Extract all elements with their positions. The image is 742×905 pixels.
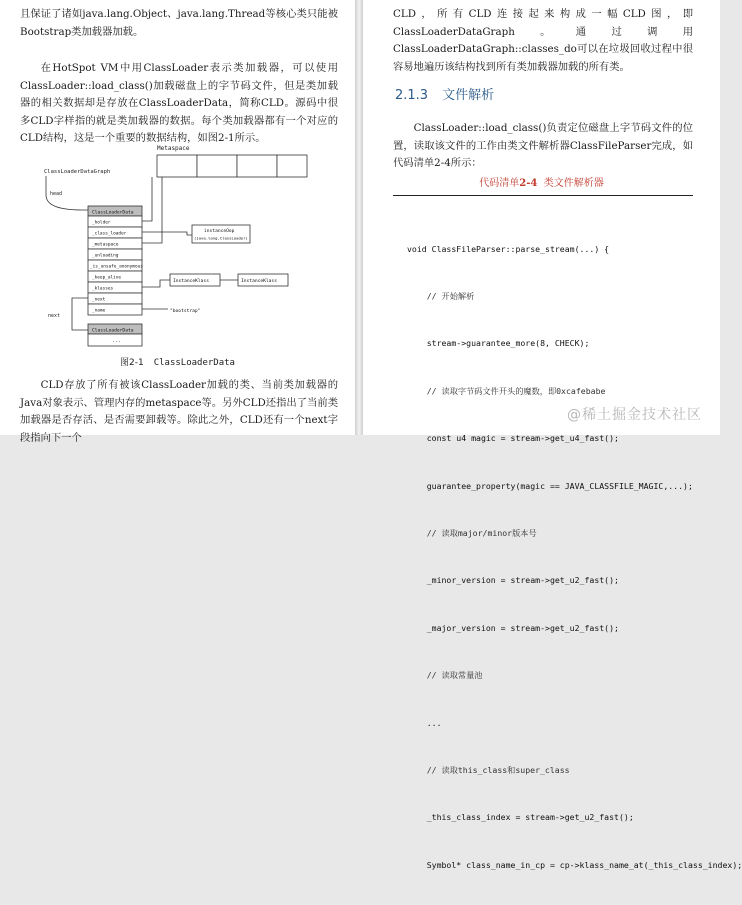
code-listing [407, 210, 742, 905]
head-label: head [50, 191, 63, 197]
code-line: // 读取major/minor版本号 [407, 527, 537, 538]
right-page [363, 0, 742, 870]
watermark: @稀土掘金技术社区 [567, 407, 702, 423]
code-line: _this_class_index = stream->get_u2_fast(); [407, 812, 634, 823]
section-heading [395, 84, 508, 103]
section-title: 文件解析 [442, 88, 495, 103]
section-number: 2.1.3 [395, 88, 429, 103]
paragraph-cld-graph: CLD，所有CLD连接起来构成一幅CLD图，即ClassLoaderDataGraph。通过调用ClassLoaderDataGraph::classes_do可以在垃圾回收过程中很容易地遍历该结构找到所有类加载器加载的所有类。 [393, 8, 693, 73]
field-name: _name [92, 308, 106, 314]
caption-number: 图2-1 [120, 358, 144, 368]
instanceklass-label-1: InstanceKlass [173, 279, 209, 284]
code-line: // 读取this_class和super_class [407, 764, 570, 775]
field-next: _next [92, 297, 106, 303]
left-page [0, 0, 355, 444]
instanceoop-label: instanceOop [204, 229, 235, 234]
figure-caption [0, 355, 355, 368]
code-line: // 读取常量池 [407, 670, 483, 681]
code-line: // 开始解析 [407, 290, 475, 301]
classloaderdata-diagram [42, 140, 312, 350]
paragraph-bottom: CLD存放了所有被该ClassLoader加载的类、当前类加载器的Java对象表示、管理内存的metaspace等。另外CLD还指出了当前类加载器是否存活、是否需要卸载等。除此之外，CLD还有一个next字段指向下一个 [20, 379, 338, 444]
instanceklass-label-2: InstanceKlass [241, 279, 277, 284]
code-line: // 读取字节码文件开头的魔数，即0xcafebabe [407, 385, 606, 396]
page-gutter [355, 0, 363, 435]
code-line: _major_version = stream->get_u2_fast(); [407, 622, 619, 633]
metaspace-label: Metaspace [157, 145, 190, 152]
field-metaspace: _metaspace [92, 242, 119, 248]
code-line: _minor_version = stream->get_u2_fast(); [407, 575, 619, 586]
code-line: stream->guarantee_more(8, CHECK); [407, 338, 590, 349]
field-keep-alive: _keep_alive [92, 275, 122, 281]
paragraph-file-parse: ClassLoader::load_class()负责定位磁盘上字节码文件的位置，读取该文件的工作由类文件解析器ClassFileParser完成，如代码清单2-4所示： [393, 122, 693, 170]
field-class-loader: _class_loader [92, 231, 127, 237]
listing-rule [393, 195, 693, 196]
caption-text: ClassLoaderData [153, 358, 235, 368]
paragraph-top: 且保证了诸如java.lang.Object、java.lang.Thread等核心类只能被Bootstrap类加载器加载。 [20, 8, 338, 38]
cld-title-2: ClassLoaderData [92, 328, 134, 334]
code-line: const u4 magic = stream->get_u4_fast(); [407, 433, 619, 444]
bootstrap-label: "bootstrap" [170, 309, 201, 314]
field-unloading: _unloading [92, 253, 119, 259]
field-is-unsafe-anonymous: _is_unsafe_anonymous [90, 264, 143, 270]
next-label: next [48, 313, 61, 319]
cld-ellipsis: ... [112, 338, 122, 344]
code-line: guarantee_property(magic == JAVA_CLASSFILE_MAGIC,...); [407, 480, 693, 491]
metaspace-blocks [157, 155, 307, 177]
field-klasses: _klasses [92, 286, 114, 292]
code-line: Symbol* class_name_in_cp = cp->klass_name_at(_this_class_index); [407, 859, 742, 870]
paragraph-hotspot: 在HotSpot VM中用ClassLoader表示类加载器，可以使用ClassLoader::load_class()加载磁盘上的字节码文件，但是类加载器的相关数据却是存放在ClassLoaderData，简称CLD。源码中很多CLD字样指的就是类加载器的数据。每个类加载器都有一个对应的CLD结构，这是一个重要的数据结构，如图2-1所示。 [20, 62, 338, 145]
code-line: void ClassFileParser::parse_stream(...) { [407, 243, 610, 254]
classloaderdatagraph-label: ClassLoaderDataGraph [44, 169, 111, 175]
instanceoop-sublabel: (java.lang.ClassLoader) [194, 235, 248, 241]
cld-title: ClassLoaderData [92, 210, 134, 216]
listing-title: 代码清单2-4 类文件解析器 [479, 178, 604, 189]
code-line: ... [407, 717, 442, 728]
field-holder: _holder [92, 220, 111, 226]
